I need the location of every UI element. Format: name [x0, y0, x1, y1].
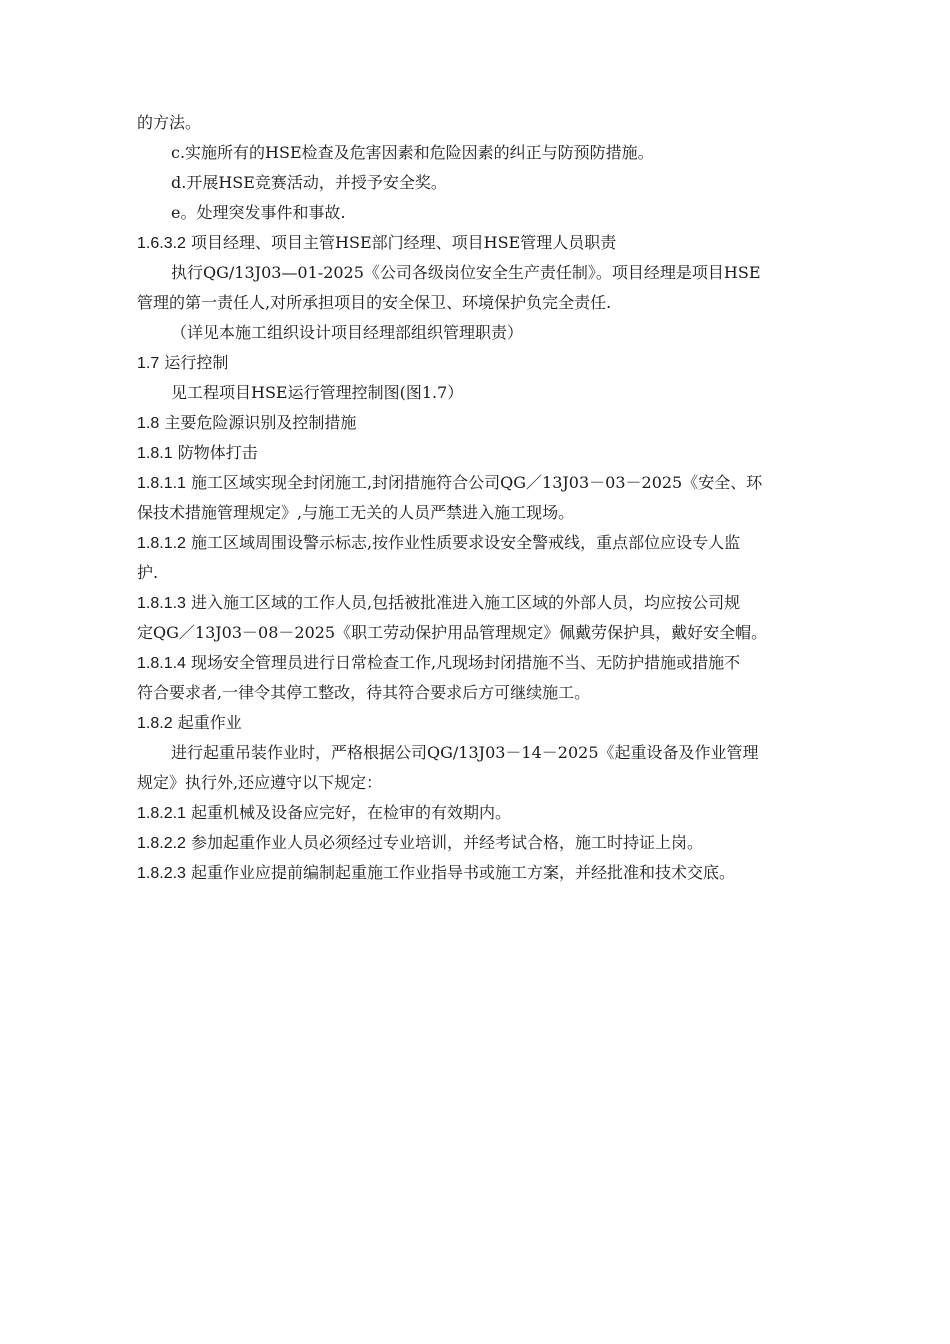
- paragraph-line: 管理的第一责任人,对所承担项目的安全保卫、环境保护负完全责任.: [137, 293, 612, 312]
- section-number: 1.7: [137, 355, 160, 372]
- section-title: 起重作业: [177, 713, 242, 732]
- clause-text: 施工区域周围设警示标志,按作业性质要求设安全警戒线，重点部位应设专人监: [191, 533, 741, 552]
- paragraph-note: （详见本施工组织设计项目经理部组织管理职责）: [171, 323, 524, 342]
- clause-1-8-2-3-line: [137, 858, 862, 888]
- clause-1-8-1-1-line: [137, 468, 862, 498]
- clause-number: 1.8.1.2: [137, 535, 186, 552]
- clause-number: 1.8.1.4: [137, 655, 186, 672]
- clause-continuation: 符合要求者,一律令其停工整改，待其符合要求后方可继续施工。: [137, 683, 591, 702]
- clause-number: 1.8.1.3: [137, 595, 186, 612]
- section-title: 主要危险源识别及控制措施: [164, 413, 357, 432]
- clause-text: 参加起重作业人员必须经过专业培训，并经考试合格，施工时持证上岗。: [191, 833, 704, 852]
- section-heading-1-8-1: [137, 438, 862, 468]
- clause-1-8-1-2-line: [137, 528, 862, 558]
- list-item-d: d.开展HSE竞赛活动，并授予安全奖。: [171, 173, 447, 192]
- clause-continuation: 定QG／13J03－08－2025《职工劳动保护用品管理规定》佩戴劳保护具，戴好安全帽。: [137, 623, 768, 642]
- paragraph-line: 执行QG/13J03—01-2025《公司各级岗位安全生产责任制》。项目经理是项目HSE: [171, 263, 761, 282]
- section-heading-1-8: [137, 408, 862, 438]
- paragraph-line: 进行起重吊装作业时，严格根据公司QG/13J03－14－2025《起重设备及作业管理: [171, 743, 759, 762]
- section-title: 运行控制: [164, 353, 229, 372]
- clause-number: 1.8.2.3: [137, 865, 186, 882]
- section-heading-1-6-3-2: [137, 228, 862, 258]
- section-title: 防物体打击: [177, 443, 258, 462]
- clause-number: 1.8.2.2: [137, 835, 186, 852]
- clause-1-8-1-3-line: [137, 588, 862, 618]
- paragraph-line: 见工程项目HSE运行管理控制图(图1.7）: [171, 383, 464, 402]
- clause-1-8-2-2-line: [137, 828, 862, 858]
- section-number: 1.8.2: [137, 715, 173, 732]
- clause-text: 现场安全管理员进行日常检查工作,凡现场封闭措施不当、无防护措施或措施不: [191, 653, 741, 672]
- list-item-e: e。处理突发事件和事故.: [171, 203, 346, 222]
- section-heading-1-7: [137, 348, 862, 378]
- section-number: 1.8: [137, 415, 160, 432]
- clause-continuation: 护.: [137, 563, 159, 582]
- section-number: 1.6.3.2: [137, 235, 186, 252]
- clause-text: 进入施工区域的工作人员,包括被批准进入施工区域的外部人员，均应按公司规: [191, 593, 741, 612]
- body-line: 的方法。: [137, 113, 202, 132]
- document-page: [137, 108, 862, 888]
- clause-text: 施工区域实现全封闭施工,封闭措施符合公司QG／13J03－03－2025《安全、环: [191, 473, 763, 492]
- section-heading-1-8-2: [137, 708, 862, 738]
- clause-number: 1.8.1.1: [137, 475, 186, 492]
- clause-continuation: 保技术措施管理规定》,与施工无关的人员严禁进入施工现场。: [137, 503, 575, 522]
- clause-text: 起重作业应提前编制起重施工作业指导书或施工方案，并经批准和技术交底。: [191, 863, 736, 882]
- clause-text: 起重机械及设备应完好，在检审的有效期内。: [191, 803, 512, 822]
- clause-number: 1.8.2.1: [137, 805, 186, 822]
- paragraph-line: 规定》执行外,还应遵守以下规定：: [137, 773, 383, 792]
- section-title: 项目经理、项目主管HSE部门经理、项目HSE管理人员职责: [191, 233, 617, 252]
- clause-1-8-2-1-line: [137, 798, 862, 828]
- clause-1-8-1-4-line: [137, 648, 862, 678]
- list-item-c: c.实施所有的HSE检查及危害因素和危险因素的纠正与防预防措施。: [171, 143, 654, 162]
- section-number: 1.8.1: [137, 445, 173, 462]
